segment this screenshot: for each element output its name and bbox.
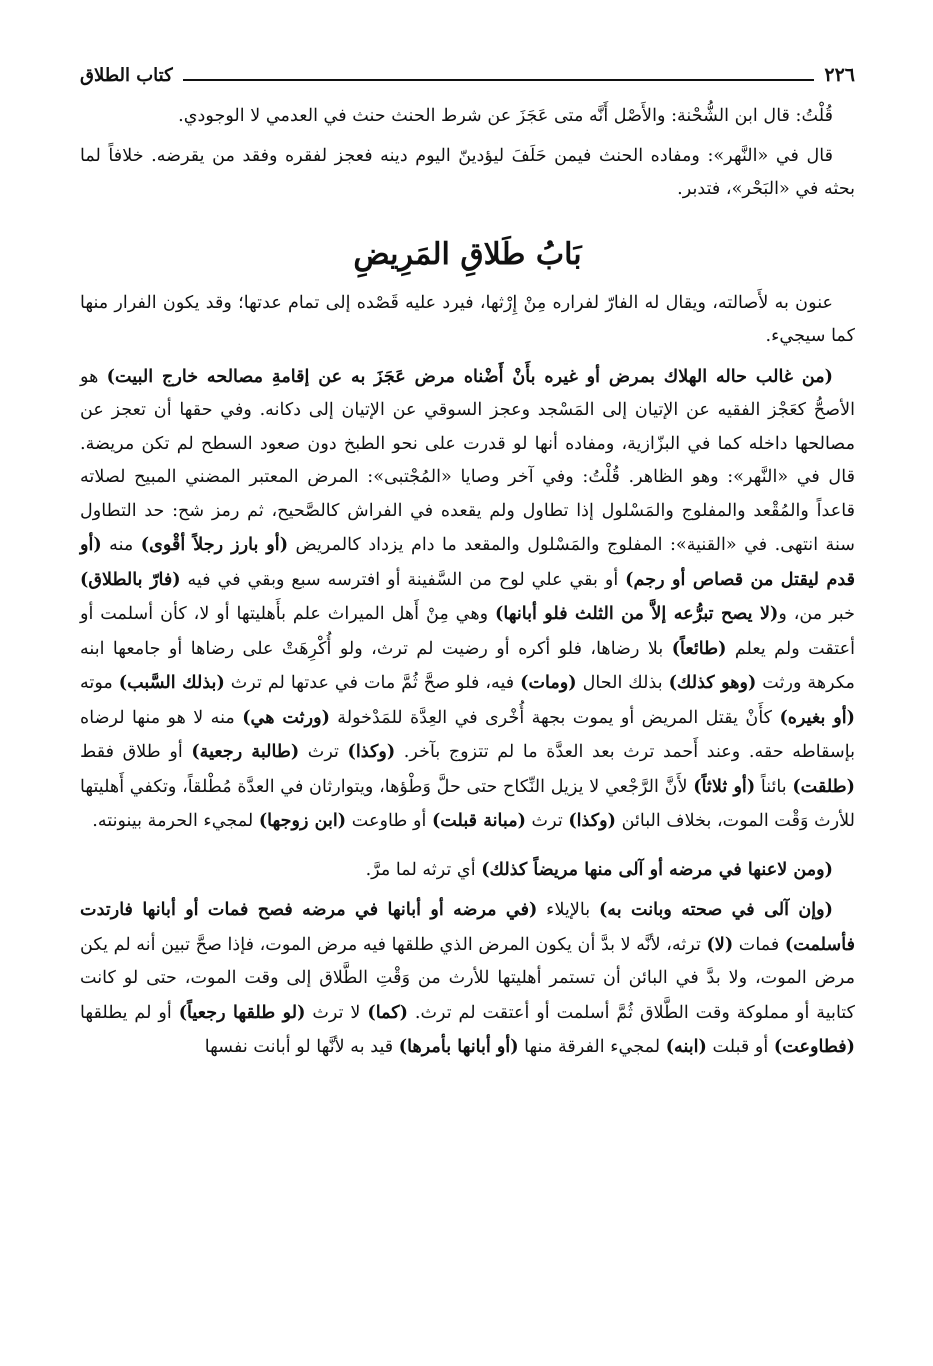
matn-text: (ابن زوجها) [258, 810, 347, 831]
sharh-text: أو لم يطلقها [80, 1002, 179, 1023]
sharh-text: بالإيلاء [537, 900, 599, 920]
running-header [80, 58, 855, 92]
sharh-text: عنون به لأَصالته، ويقال له الفارّ لفراره مِنْ إِرْثها، فيرد عليه قَصْده إلى تمام عدتها؛ وقد يكون الفرار منها كما سيجيء. [80, 292, 855, 346]
matn-text: (ابنه) [665, 1036, 707, 1057]
sharh-text: ترثه، لأنَّه لا بدَّ أن يكون المرض الذي طلقها فيه مرض الموت، فإذا صحَّ تبين أنه لم يكن مرض الموت، ولا بدَّ في البائن أن تستمر أهليتها للأرث من وَقْتِ الطَّلاق إلى وقت الموت، حتى لو كانت كتابية أو مملوكة وقت الطَّلاق ثُمَّ أسلمت أو أعتقت لم ترث. [80, 934, 855, 1023]
matn-text: (فارّ بالطلاق) [80, 568, 181, 590]
paragraph [80, 140, 855, 207]
matn-text: (مبانة قبلت) [431, 810, 526, 831]
matn-text: (ومن لاعنها في مرضه أو آلى منها مريضاً كذلك) [481, 858, 833, 880]
matn-text: (أو قدم ليقتل من قصاص أو رجم) [80, 534, 855, 590]
matn-text: (طلقت) [792, 775, 855, 797]
sharh-text: منه لا هو منها لرضاه بإسقاطه حقه. وعند أَحمد ترث بعد العدَّة ما لم تتزوج بآخر. [80, 707, 855, 762]
matn-text: (كما) [367, 1001, 408, 1023]
sharh-text: ترث [299, 742, 348, 762]
sharh-text: أي ترثه لما مرَّ. [365, 859, 482, 880]
matn-text: (بذلك السَّبب) [118, 672, 225, 693]
matn-text: (لو طلقها رجعياً) [178, 1001, 306, 1023]
matn-text: (طائعاً) [671, 637, 727, 659]
sharh-text: فمات [733, 934, 785, 955]
matn-text: (ومات) [520, 672, 577, 693]
paragraph [80, 287, 855, 354]
sharh-text: منه [101, 535, 141, 555]
matn-text: (وهو كذلك) [668, 672, 757, 693]
paragraph [80, 853, 855, 888]
sharh-text: خبر من، و [778, 604, 855, 624]
matn-text: (لا) [706, 933, 734, 955]
matn-text: (وإن آلى في صحته وبانت به) [598, 899, 833, 920]
matn-text: (طالبة رجعية) [191, 741, 300, 762]
sharh-text: قيد به لأنَّها لو أبانت نفسها [204, 1037, 399, 1057]
matn-text: (فطاوعت) [773, 1036, 855, 1057]
sharh-text: لأَنَّ الرَّجْعي لا يزيل النِّكاح حتى حلَّ وَطْؤها، ويتوارثان في العدَّة مُطْلقاً، وتكفي أَهليتها للأرث وَقْت الموت، بخلاف البائن [80, 776, 855, 831]
sharh-text: قال في «النَّهر»: ومفاده الحنث فيمن حَلَفَ ليؤدينّ اليوم دينه فعجز لفقره وفقد من يقرضه. خلافاً لما بحثه في «البَحْر»، فتدبر. [80, 145, 855, 199]
matn-text: (لا يصح تبرُّعه إلاَّ من الثلث فلو أبانها) [495, 603, 779, 624]
sharh-text: أو طلاق فقط [80, 742, 192, 762]
matn-text: (ورثت هي) [242, 706, 330, 728]
page-number: ٢٢٦ [824, 64, 855, 86]
sharh-text: هو الأصحُّ كعَجْز الفقيه عن الإتيان إلى المَسْجد وعجز السوقي عن الإتيان إلى دكانه. وفي حقها أن تعجز عن مصالحها داخله كما في البزّازية، ومفاده أنها لو قدرت على نحو الطبخ دون صعود السطح لم تكن مريضة. قال في «النَّهر»: وهو الظاهر. قُلْتُ: وفي آخر وصايا «المُجْتبى»: المرض المعتبر المضني المبيح لصلاته قاعداً والمُقْعد والمفلوج والمَسْلول إذا تطاول ولم يقعده في الفراش كالصَّحيح، ثم رمز شح: حد التطاول سنة انتهى. في «القنية»: المفلوج والمَسْلول والمقعد ما دام يزداد كالمريض [80, 366, 856, 555]
paragraph [80, 893, 855, 1065]
chapter-title: بَابُ طَلاقِ المَرِيضِ [353, 236, 582, 272]
sharh-text: أو طاوعت [346, 811, 432, 831]
main-section [80, 287, 855, 1065]
sharh-text: أو بقي علي لوح من السَّفينة أو افترسه سبع وبقي في فيه [180, 569, 626, 590]
sharh-text: بائناً [755, 776, 793, 797]
paragraph [80, 100, 855, 134]
matn-text: (أو ثلاثاً) [693, 775, 756, 797]
matn-text: (أو بغيره) [779, 706, 855, 728]
matn-text: (من غالب حاله الهلاك بمرض أو غيره بأَنْ أَضْناه مرض عَجَزَ به عن إقامةِ مصالحه خارج البيت) [106, 365, 833, 387]
matn-text: (وكذا) [568, 810, 616, 831]
header-rule [183, 79, 815, 81]
top-section [80, 100, 855, 207]
sharh-text: فيه، فلو صحَّ ثُمَّ مات في عدتها لم ترث [224, 673, 521, 693]
sharh-text: لمجيء الحرمة بينونته. [92, 811, 259, 831]
sharh-text: موته [80, 673, 119, 693]
matn-text: (أو أبانها بأمرها) [398, 1036, 519, 1057]
sharh-text: ترث [525, 811, 569, 831]
book-title: كتاب الطلاق [80, 64, 173, 86]
matn-text: (وكذا) [347, 741, 396, 762]
sharh-text: بذلك الحال [576, 673, 669, 693]
sharh-text: قُلْتُ: قال ابن الشُّحْنة: والأَصْل أَنَّه متى عَجَزَ عن شرط الحنث حنث في العدمي لا الوجودي. [178, 106, 833, 126]
sharh-text: بلا رضاها، فلو أكره أو رضيت لم ترث، ولو أُكْرِهَتْ على رضاها أو جامعها ابنه مكرهة ورثت [80, 638, 855, 693]
sharh-text: لمجيء الفرقة منها [518, 1037, 666, 1057]
sharh-text: كأَنْ يقتل المريض أو يموت بجهة أُخْرى في العِدَّة للمَدْخولة [329, 707, 780, 728]
matn-text: (في مرضه أو أبانها في مرضه فصح فمات أو أبانها فارتدت فأسلمت) [80, 899, 855, 955]
paragraph [80, 360, 855, 839]
matn-text: (أو بارز رجلاً أقْوى) [140, 534, 289, 555]
page-body [80, 100, 855, 1065]
sharh-text: أو قبلت [706, 1037, 774, 1057]
sharh-text: لا ترث [305, 1002, 368, 1023]
sharh-text: وهي مِنْ أَهل الميراث علم بأَهليتها أو لا، كأن أسلمت أو أعتقت ولم يعلم [80, 604, 855, 659]
